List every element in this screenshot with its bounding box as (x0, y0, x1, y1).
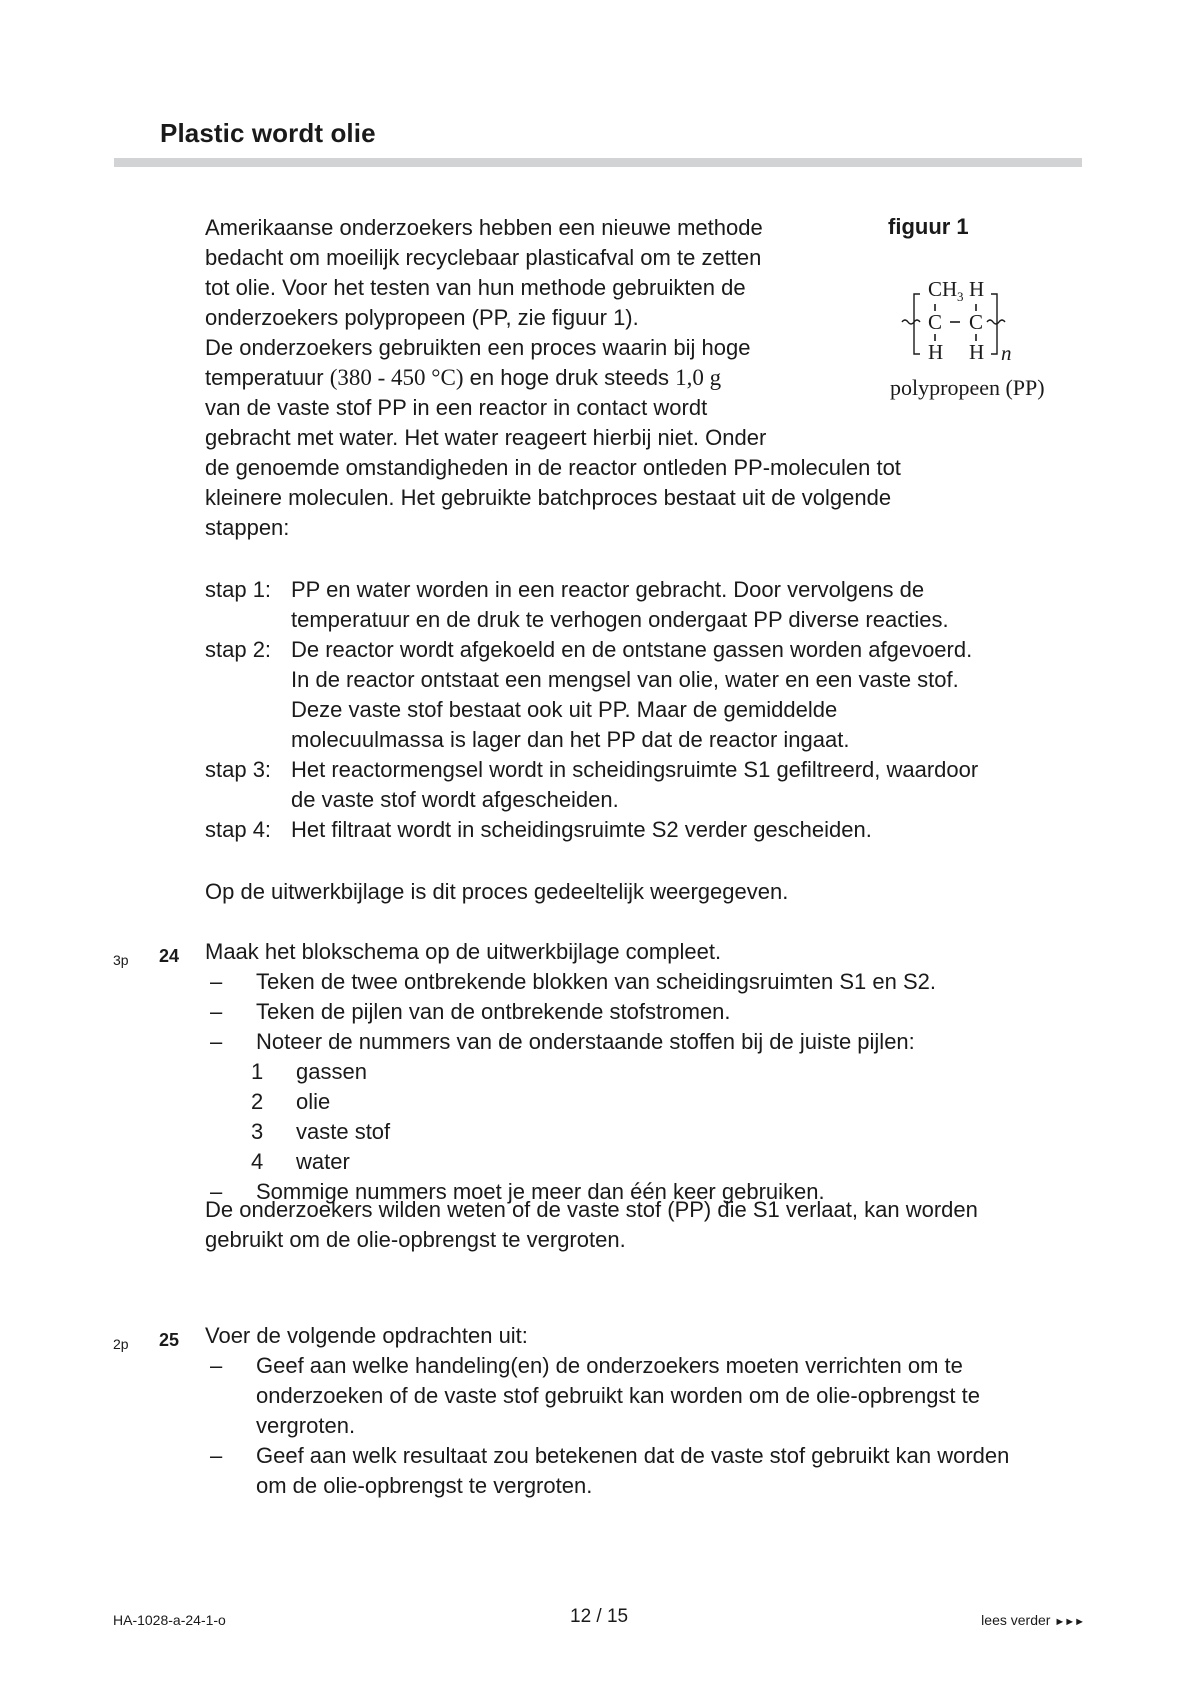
step-line: De reactor wordt afgekoeld en de ontstane gassen worden afgevoerd. (291, 637, 973, 662)
step-line: In de reactor ontstaat een mengsel van olie, water en een vaste stof. (291, 667, 959, 692)
bullet-text: Teken de twee ontbrekende blokken van scheidingsruimten S1 en S2. (256, 969, 936, 994)
continue-label: lees verder (981, 1612, 1051, 1628)
exam-code: HA-1028-a-24-1-o (113, 1612, 226, 1628)
dash: – (210, 969, 223, 994)
formula-carbon-left: C (928, 310, 943, 334)
bullet-text: Noteer de nummers van de onderstaande stoffen bij de juiste pijlen: (256, 1029, 915, 1054)
bullet-text: Teken de pijlen van de ontbrekende stofstromen. (256, 999, 731, 1024)
bracket-left (914, 294, 920, 354)
step-item (205, 575, 1105, 635)
triple-arrow-icon: ►►► (1054, 1616, 1084, 1628)
question-bullet (210, 1441, 1105, 1501)
dash: – (210, 999, 223, 1024)
bullet-text: Geef aan welk resultaat zou betekenen dat de vaste stof gebruikt kan worden (256, 1443, 1010, 1468)
substance-name: gassen (296, 1059, 367, 1084)
question-intro: Voer de volgende opdrachten uit: (205, 1323, 528, 1348)
step-label: stap 4: (205, 817, 272, 842)
bullet-text: Geef aan welke handeling(en) de onderzoekers moeten verrichten om te (256, 1353, 963, 1378)
substance-item (251, 1117, 1105, 1147)
step-item (205, 635, 1105, 755)
temperature-range: (380 - 450 °C) (329, 365, 464, 390)
question-points: 3p (113, 952, 129, 968)
substance-name: water (296, 1149, 350, 1174)
intro-line: tot olie. Voor het testen van hun methode gebruikten de (205, 275, 746, 300)
wavy-bond-right (987, 320, 1005, 324)
continue-indicator (981, 1612, 1084, 1628)
intro-line: van de vaste stof PP in een reactor in contact wordt (205, 395, 708, 420)
question-bullet (210, 1351, 1105, 1441)
dash: – (210, 1443, 223, 1468)
figure-title: figuur 1 (888, 214, 969, 239)
follow-up-paragraph (205, 1195, 978, 1255)
step-line: PP en water worden in een reactor gebracht. Door vervolgens de (291, 577, 925, 602)
intro-text: en hoge druk steeds (463, 365, 676, 390)
intro-text: temperatuur (205, 365, 330, 390)
wavy-bond-left (902, 320, 920, 324)
intro-line: stappen: (205, 515, 290, 540)
step-line: de vaste stof wordt afgescheiden. (291, 787, 619, 812)
step-line: temperatuur en de druk te verhogen ondergaat PP diverse reacties. (291, 607, 949, 632)
title-divider (114, 158, 1082, 167)
worksheet-note: Op de uitwerkbijlage is dit proces gedeeltelijk weergegeven. (205, 879, 789, 904)
bullet-text: vergroten. (256, 1413, 356, 1438)
paragraph-line: gebruikt om de olie-opbrengst te vergroten. (205, 1227, 626, 1252)
figure-1 (888, 212, 1058, 400)
bullet-text: Sommige nummers moet je meer dan één keer gebruiken. (256, 1179, 825, 1204)
step-item (205, 755, 1105, 815)
substance-number: 3 (251, 1119, 264, 1144)
question-bullet (210, 997, 1105, 1027)
question-points: 2p (113, 1336, 129, 1352)
formula-top-left: CH (928, 277, 958, 301)
dash: – (210, 1353, 223, 1378)
substance-number: 2 (251, 1089, 264, 1114)
formula-carbon-right: C (969, 310, 984, 334)
intro-line: de genoemde omstandigheden in de reactor ontleden PP-moleculen tot (205, 455, 901, 480)
formula-bottom-right: H (969, 340, 985, 364)
mass-value: 1,0 g (675, 365, 722, 390)
repeat-index: n (1001, 341, 1012, 365)
page-title: Plastic wordt olie (160, 118, 376, 148)
substance-item (251, 1087, 1105, 1117)
bullet-text: om de olie-opbrengst te vergroten. (256, 1473, 593, 1498)
question-bullet (210, 1027, 1105, 1057)
bullet-text: onderzoeken of de vaste stof gebruikt kan worden om de olie-opbrengst te (256, 1383, 981, 1408)
page-number: 12 / 15 (570, 1606, 629, 1627)
formula-subscript: 3 (957, 289, 964, 304)
formula-top-right: H (969, 277, 985, 301)
substance-name: vaste stof (296, 1119, 391, 1144)
paragraph-line: De onderzoekers wilden weten of de vaste stof (PP) die S1 verlaat, kan worden (205, 1197, 978, 1222)
substance-item (251, 1057, 1105, 1087)
intro-line: Amerikaanse onderzoekers hebben een nieuwe methode (205, 215, 763, 240)
dash: – (210, 1029, 223, 1054)
question-intro: Maak het blokschema op de uitwerkbijlage compleet. (205, 939, 722, 964)
intro-line: De onderzoekers gebruikten een proces waarin bij hoge (205, 335, 751, 360)
question-number: 25 (159, 1330, 180, 1350)
step-line: Het reactormengsel wordt in scheidingsruimte S1 gefiltreerd, waardoor (291, 757, 979, 782)
polypropylene-structure (888, 274, 1058, 374)
formula-bottom-left: H (928, 340, 944, 364)
intro-line: bedacht om moeilijk recyclebaar plasticafval om te zetten (205, 245, 762, 270)
step-label: stap 1: (205, 577, 272, 602)
step-line: Het filtraat wordt in scheidingsruimte S2 verder gescheiden. (291, 817, 872, 842)
process-steps (205, 575, 1105, 845)
substance-number: 1 (251, 1059, 264, 1084)
substance-number: 4 (251, 1149, 264, 1174)
step-line: molecuulmassa is lager dan het PP dat de reactor ingaat. (291, 727, 850, 752)
step-line: Deze vaste stof bestaat ook uit PP. Maar de gemiddelde (291, 697, 838, 722)
intro-line: kleinere moleculen. Het gebruikte batchproces bestaat uit de volgende (205, 485, 892, 510)
figure-caption: polypropeen (PP) (890, 375, 1045, 400)
step-item (205, 815, 1105, 845)
step-label: stap 2: (205, 637, 272, 662)
step-label: stap 3: (205, 757, 272, 782)
substance-name: olie (296, 1089, 331, 1114)
question-number: 24 (159, 946, 180, 966)
intro-line: onderzoekers polypropeen (PP, zie figuur 1). (205, 305, 639, 330)
dash: – (210, 1179, 223, 1204)
intro-line: gebracht met water. Het water reageert hierbij niet. Onder (205, 425, 767, 450)
substance-item (251, 1147, 1105, 1177)
question-bullet (210, 967, 1105, 997)
